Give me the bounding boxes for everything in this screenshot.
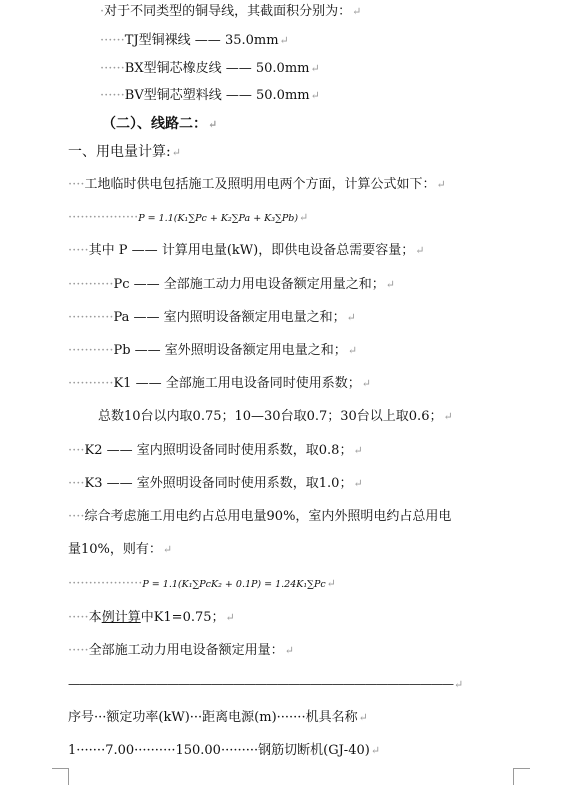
text-line: 总数10台以内取0.75；10—30台取0.7；30台以上取0.6；↵	[98, 409, 453, 424]
text-line: ······BX型铜芯橡皮线 —— 50.0mm↵	[100, 61, 320, 76]
table-header: 序号···额定功率(kW)···距离电源(m)·······机具名称↵	[68, 710, 368, 725]
text-line: 量10%，则有：↵	[68, 542, 173, 557]
text-line: ·对于不同类型的铜导线，其截面积分别为：↵	[100, 4, 362, 19]
text-line: ····工地临时供电包括施工及照明用电两个方面，计算公式如下：↵	[68, 177, 446, 192]
text-line: ·····其中 P —— 计算用电量(kW)，即供电设备总需要容量；↵	[68, 243, 425, 258]
formula-line: ··················P = 1.1(K₁∑PcK₂ + 0.1P) = 1.24K₁∑Pc↵	[68, 576, 336, 591]
page-corner-mark	[52, 768, 69, 785]
text-line: ·····全部施工动力用电设备额定用量：↵	[68, 643, 294, 658]
text-line: ····综合考虑施工用电约占总用电量90%，室内外照明电约占总用电	[68, 509, 452, 524]
formula-line: ·················P = 1.1(K₁∑Pc + K₂∑Pa + K₃∑Pb)↵	[68, 210, 309, 225]
underlined-text: 例计算	[101, 610, 141, 625]
formula: P = 1.1(K₁∑PcK₂ + 0.1P) = 1.24K₁∑Pc	[142, 579, 326, 590]
formula: P = 1.1(K₁∑Pc + K₂∑Pa + K₃∑Pb)	[138, 213, 299, 224]
text-line: ······BV型铜芯塑料线 —— 50.0mm↵	[100, 88, 320, 103]
table-row: 1·······7.00··········150.00·········钢筋切断机(GJ-40)↵	[68, 743, 381, 758]
text-line: ···········Pb —— 室外照明设备额定用电量之和；↵	[68, 343, 358, 358]
text-line: ···········Pa —— 室内照明设备额定用电量之和；↵	[68, 310, 356, 325]
text-line: ····K2 —— 室内照明设备同时使用系数，取0.8；↵	[68, 443, 363, 458]
text-line: ······TJ型铜裸线 —— 35.0mm↵	[100, 33, 289, 48]
text-line: ····K3 —— 室外照明设备同时使用系数，取1.0；↵	[68, 476, 363, 491]
section-heading: （二）、线路二：↵	[102, 116, 218, 132]
text-line: ···········Pc —— 全部施工动力用电设备额定用量之和；↵	[68, 277, 395, 292]
subsection-heading: 一、用电量计算:↵	[68, 144, 181, 160]
page-corner-mark	[513, 768, 530, 785]
separator-line: ———————————————————————————————————↵	[68, 677, 463, 691]
text-line: ·····本例计算中K1=0.75；↵	[68, 610, 235, 625]
text-line: ···········K1 —— 全部施工用电设备同时使用系数；↵	[68, 376, 371, 391]
